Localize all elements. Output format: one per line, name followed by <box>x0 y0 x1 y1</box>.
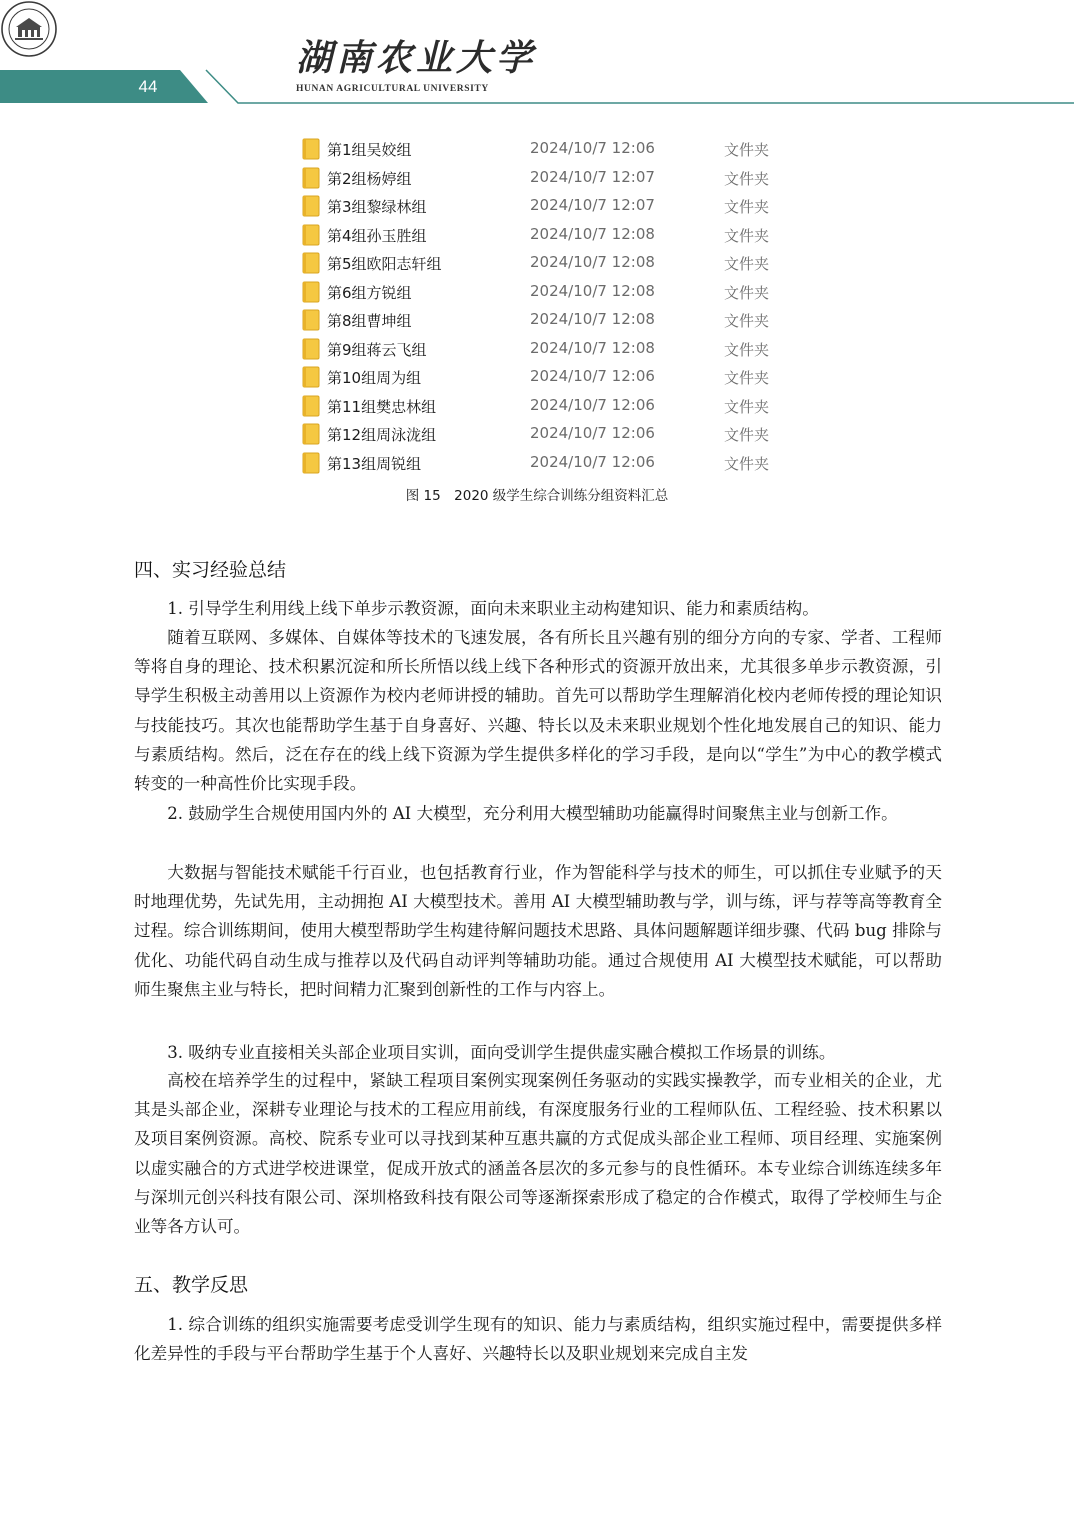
folder-name: 第10组周为组 <box>327 369 422 387</box>
folder-modified-date: 2024/10/7 12:08 <box>530 281 655 300</box>
folder-modified-date: 2024/10/7 12:06 <box>530 395 655 414</box>
section-heading-experience: 四、实习经验总结 <box>134 559 287 581</box>
folder-type: 文件夹 <box>724 169 770 188</box>
university-name-english: HUNAN AGRICULTURAL UNIVERSITY <box>296 84 489 94</box>
folder-row[interactable] <box>300 248 800 277</box>
folder-row[interactable] <box>300 277 800 306</box>
page-number: 44 <box>138 77 158 96</box>
folder-list <box>300 134 800 476</box>
paragraph-point-3: 3. 吸纳专业直接相关头部企业项目实训，面向受训学生提供虚实融合模拟工作场景的训练。 <box>167 1043 836 1062</box>
folder-type: 文件夹 <box>724 141 770 159</box>
paragraph-point-1: 1. 引导学生利用线上线下单步示教资源，面向未来职业主动构建知识、能力和素质结构。 <box>167 599 819 618</box>
paragraph-body-3: 高校在培养学生的过程中，紧缺工程项目案例实现案例任务驱动的实践实操教学，而专业相关的企业，尤其是头部企业，深耕专业理论与技术的工程应用前线，有深度服务行业的工程师队伍、工程经验、技术积累以及项目案例资源。高校、院系专业可以寻找到某种互惠共赢的方式促成头部企业工程师、项目经理、实施案例以虚实融合的方式进学校进课堂，促成开放式的涵盖各层次的多元参与的良性循环。本专业综合训练连续多年与深圳元创兴科技有限公司、深圳格致科技有限公司等逐渐探索形成了稳定的合作模式，取得了学校师生与企业等各方认可。 <box>134 1071 942 1237</box>
paragraph-point-2: 2. 鼓励学生合规使用国内外的 AI 大模型，充分利用大模型辅助功能赢得时间聚焦主业与创新工作。 <box>167 804 898 823</box>
folder-row[interactable] <box>300 163 800 192</box>
folder-icon <box>302 224 320 246</box>
folder-modified-date: 2024/10/7 12:08 <box>530 253 655 271</box>
folder-name: 第11组樊忠林组 <box>327 397 437 416</box>
paragraph-body-2: 大数据与智能技术赋能千行百业，也包括教育行业，作为智能科学与技术的师生，可以抓住专业赋予的天时地理优势，先试先用，主动拥抱 AI 大模型技术。善用 AI 大模型辅助教与学，训与练，评与荐等高等教育全过程。综合训练期间，使用大模型帮助学生构建待解问题技术思路、具体问题解题详细步骤、代码 bug 排除与优化、功能代码自动生成与推荐以及代码自动评判等辅助功能。通过合规使用 AI 大模型技术赋能，可以帮助师生聚焦主业与特长，把时间精力汇聚到创新性的工作与内容上。 <box>134 863 942 999</box>
folder-icon <box>302 138 320 160</box>
folder-modified-date: 2024/10/7 12:07 <box>530 167 655 186</box>
folder-row[interactable] <box>300 191 800 220</box>
paragraph-reflection-1: 1. 综合训练的组织实施需要考虑受训学生现有的知识、能力与素质结构，组织实施过程中，需要提供多样化差异性的手段与平台帮助学生基于个人喜好、兴趣特长以及职业规划来完成自主发 <box>134 1315 942 1364</box>
folder-name: 第5组欧阳志轩组 <box>327 255 442 273</box>
folder-row[interactable] <box>300 220 800 249</box>
folder-name: 第6组方锐组 <box>327 283 412 302</box>
folder-row[interactable] <box>300 419 800 448</box>
folder-type: 文件夹 <box>724 369 770 387</box>
folder-name: 第1组吴姣组 <box>327 141 412 159</box>
folder-icon <box>302 167 320 189</box>
folder-modified-date: 2024/10/7 12:06 <box>530 452 655 471</box>
folder-name: 第3组黎绿林组 <box>327 198 427 216</box>
folder-modified-date: 2024/10/7 12:06 <box>530 424 655 442</box>
folder-type: 文件夹 <box>724 426 770 444</box>
folder-type: 文件夹 <box>724 283 770 302</box>
figure-caption: 图 15 2020 级学生综合训练分组资料汇总 <box>405 488 669 504</box>
folder-modified-date: 2024/10/7 12:07 <box>530 196 655 214</box>
folder-row[interactable] <box>300 305 800 334</box>
university-name-chinese: 湖南农业大学 <box>296 37 537 79</box>
folder-row[interactable] <box>300 362 800 391</box>
folder-name: 第2组杨婷组 <box>327 169 412 188</box>
folder-icon <box>302 338 320 360</box>
folder-icon <box>302 281 320 303</box>
folder-icon <box>302 395 320 417</box>
paragraph-body-1: 随着互联网、多媒体、自媒体等技术的飞速发展，各有所长且兴趣有别的细分方向的专家、学者、工程师等将自身的理论、技术积累沉淀和所长所悟以线上线下各种形式的资源开放出来，尤其很多单步示教资源，引导学生积极主动善用以上资源作为校内老师讲授的辅助。首先可以帮助学生理解消化校内老师传授的理论知识与技能技巧。其次也能帮助学生基于自身喜好、兴趣、特长以及未来职业规划个性化地发展自己的知识、能力与素质结构。然后，泛在存在的线上线下资源为学生提供多样化的学习手段，是向以“学生”为中心的教学模式转变的一种高性价比实现手段。 <box>134 628 942 794</box>
folder-name: 第8组曹坤组 <box>327 312 412 330</box>
folder-name: 第9组蒋云飞组 <box>327 340 427 359</box>
folder-icon <box>302 366 320 388</box>
folder-modified-date: 2024/10/7 12:06 <box>530 139 655 157</box>
folder-icon <box>302 452 320 474</box>
university-emblem-icon <box>0 0 58 58</box>
section-heading-reflection: 五、教学反思 <box>134 1274 249 1296</box>
page-header <box>0 0 1074 110</box>
folder-icon <box>302 252 320 274</box>
folder-type: 文件夹 <box>724 340 770 359</box>
folder-modified-date: 2024/10/7 12:08 <box>530 224 655 243</box>
folder-modified-date: 2024/10/7 12:08 <box>530 338 655 357</box>
folder-name: 第4组孙玉胜组 <box>327 226 427 245</box>
folder-type: 文件夹 <box>724 454 770 473</box>
folder-name: 第13组周锐组 <box>327 454 422 473</box>
folder-type: 文件夹 <box>724 198 770 216</box>
folder-type: 文件夹 <box>724 255 770 273</box>
folder-type: 文件夹 <box>724 397 770 416</box>
folder-modified-date: 2024/10/7 12:06 <box>530 367 655 385</box>
folder-icon <box>302 309 320 331</box>
folder-type: 文件夹 <box>724 312 770 330</box>
folder-row[interactable] <box>300 334 800 363</box>
folder-type: 文件夹 <box>724 226 770 245</box>
folder-icon <box>302 423 320 445</box>
folder-row[interactable] <box>300 134 800 163</box>
folder-icon <box>302 195 320 217</box>
folder-row[interactable] <box>300 448 800 477</box>
folder-row[interactable] <box>300 391 800 420</box>
folder-modified-date: 2024/10/7 12:08 <box>530 310 655 328</box>
folder-name: 第12组周泳泷组 <box>327 426 437 444</box>
